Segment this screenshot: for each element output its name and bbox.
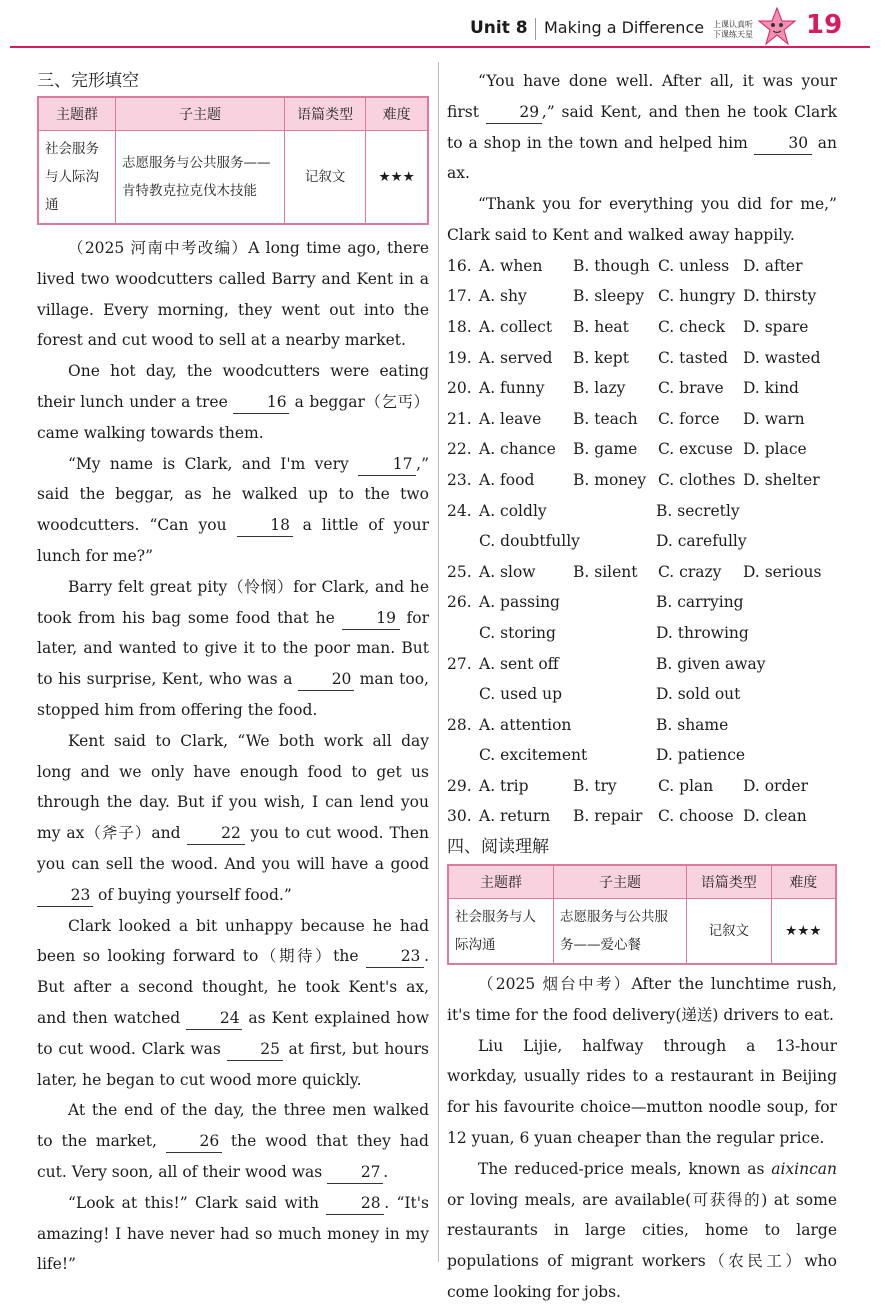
passage-paragraph: “You have done well. After all, it was your first 29 ,” said Kent, and then he took Clark to a shop in the town and helped him 30 an ax. (447, 72, 837, 183)
option-label[interactable]: A. leave (479, 409, 542, 428)
option-label[interactable]: C. clothes (658, 470, 736, 489)
option-label[interactable]: D. thirsty (743, 287, 817, 306)
passage-paragraph: Barry felt great pity（怜悯）for Clark, and he took from his bag some food that he 19 for later, and wanted to give it to the poor man. But to his surprise, Kent, who was a 20 man too, stopped him from offering the food. (37, 577, 429, 719)
option-label[interactable]: C. excitement (479, 746, 588, 765)
table-cell: 记叙文 (285, 131, 366, 225)
option-label[interactable]: B. kept (573, 348, 629, 367)
option-label[interactable]: C. tasted (658, 348, 728, 367)
option-label[interactable]: C. check (658, 317, 726, 336)
passage-paragraph: “Thank you for everything you did for me,” Clark said to Kent and walked away happily. (447, 195, 837, 244)
option-label[interactable]: D. after (743, 256, 803, 275)
column-divider (438, 62, 439, 1262)
option-label[interactable]: C. force (658, 409, 720, 428)
section-4-title: 四、阅读理解 (447, 837, 549, 858)
option-row (447, 618, 837, 649)
table-header: 语篇类型 (285, 97, 366, 131)
section-3-title: 三、完形填空 (37, 71, 139, 91)
blank-19[interactable]: 19 (342, 607, 400, 630)
blank-18[interactable]: 18 (237, 514, 293, 537)
option-label[interactable]: A. food (479, 470, 535, 489)
option-label[interactable]: A. trip (479, 776, 529, 795)
reading-paragraph: The reduced-price meals, known as aixincan or loving meals, are available(可获得的) at some restaurants in large cities, home to large populations of migrant workers（农民工）who come looking for jobs. (447, 1159, 837, 1302)
option-label[interactable]: D. serious (743, 562, 822, 581)
question-number: 17. (447, 287, 472, 306)
option-label[interactable]: B. money (573, 470, 647, 489)
option-label[interactable]: D. sold out (656, 685, 741, 704)
blank-21[interactable]: 22 (187, 822, 245, 845)
option-label[interactable]: C. storing (479, 623, 556, 642)
page-number: 19 (806, 10, 843, 40)
option-label[interactable]: B. given away (656, 654, 766, 673)
option-label[interactable]: B. silent (573, 562, 638, 581)
option-label[interactable]: C. hungry (658, 287, 736, 306)
options-list (447, 251, 837, 832)
table-header: 子主题 (116, 97, 285, 131)
option-label[interactable]: A. coldly (479, 501, 547, 520)
source-note: （2025 河南中考改编） (68, 239, 249, 257)
passage-paragraph: “My name is Clark, and I'm very 17 ,” said the beggar, as he walked up to the two woodcutters. “Can you 18 a little of your lunch for me?” (37, 454, 429, 565)
blank-20[interactable]: 20 (298, 668, 354, 691)
option-label[interactable]: B. heat (573, 317, 629, 336)
option-row (447, 771, 837, 802)
star-mascot-icon (757, 6, 797, 48)
table-header: 语篇类型 (687, 865, 772, 899)
unit-title: Making a Difference (544, 18, 705, 37)
blank-29[interactable]: 29 (486, 101, 542, 124)
option-label[interactable]: C. used up (479, 685, 563, 704)
option-row (447, 404, 837, 435)
question-number: 23. (447, 470, 472, 489)
option-row (447, 434, 837, 465)
section-3-meta-table (37, 96, 429, 225)
header-rule (10, 46, 870, 48)
reading-paragraph: （2025 烟台中考）After the lunchtime rush, it's time for the food delivery(递送) drivers to eat. (447, 975, 837, 1024)
header-separator (535, 18, 536, 40)
table-header: 主题群 (38, 97, 116, 131)
option-label[interactable]: D. patience (656, 746, 746, 765)
question-number: 21. (447, 409, 472, 428)
option-label[interactable]: D. wasted (743, 348, 821, 367)
option-label[interactable]: A. passing (479, 593, 560, 612)
option-label[interactable]: C. brave (658, 379, 724, 398)
option-label[interactable]: C. excuse (658, 440, 733, 459)
option-label[interactable]: B. repair (573, 807, 643, 826)
option-row (447, 526, 837, 557)
option-label[interactable]: D. warn (743, 409, 805, 428)
option-label[interactable]: C. doubtfully (479, 532, 580, 551)
blank-26[interactable]: 26 (166, 1130, 222, 1153)
table-cell: ★★★ (771, 899, 836, 965)
table-header: 难度 (771, 865, 836, 899)
option-label[interactable]: B. teach (573, 409, 638, 428)
option-row (447, 557, 837, 588)
option-label[interactable]: B. game (573, 440, 638, 459)
table-header: 子主题 (554, 865, 687, 899)
option-label[interactable]: B. carrying (656, 593, 744, 612)
option-row (447, 801, 837, 832)
question-number: 26. (447, 593, 472, 612)
option-label[interactable]: C. unless (658, 256, 730, 275)
option-label[interactable]: A. slow (479, 562, 536, 581)
option-label[interactable]: D. throwing (656, 623, 749, 642)
blank-24[interactable]: 24 (186, 1007, 242, 1030)
left-column (37, 66, 429, 1280)
option-label[interactable]: A. served (479, 348, 553, 367)
option-label[interactable]: B. secretly (656, 501, 740, 520)
option-label[interactable]: C. crazy (658, 562, 722, 581)
blank-27[interactable]: 27 (327, 1161, 383, 1184)
question-number: 20. (447, 379, 472, 398)
section-4-meta-table (447, 864, 837, 965)
option-row (447, 649, 837, 680)
option-label[interactable]: A. attention (479, 715, 572, 734)
option-row (447, 373, 837, 404)
option-label[interactable]: C. plan (658, 776, 714, 795)
question-number: 29. (447, 776, 472, 795)
option-row (447, 710, 837, 741)
option-label[interactable]: A. when (479, 256, 543, 275)
blank-16[interactable]: 16 (233, 391, 289, 414)
unit-label: Unit 8 (470, 18, 528, 38)
option-row (447, 281, 837, 312)
option-label[interactable]: D. kind (743, 379, 799, 398)
option-label[interactable]: B. though (573, 256, 650, 275)
motto (713, 20, 753, 40)
question-number: 18. (447, 317, 472, 336)
question-number: 28. (447, 715, 472, 734)
option-row (447, 312, 837, 343)
option-label[interactable]: A. collect (479, 317, 553, 336)
page-header (0, 0, 881, 50)
option-label[interactable]: D. shelter (743, 470, 820, 489)
motto-line-1: 上课认真听 (713, 20, 753, 29)
option-label[interactable]: B. try (573, 776, 617, 795)
reading-paragraph: Liu Lijie, halfway through a 13-hour workday, usually rides to a restaurant in Beijing for his favourite choice—mutton noodle soup, for 12 yuan, 6 yuan cheaper than the regular price. (447, 1036, 837, 1148)
blank-25[interactable]: 25 (227, 1038, 283, 1061)
option-label[interactable]: D. carefully (656, 532, 747, 551)
option-label[interactable]: C. choose (658, 807, 734, 826)
option-label[interactable]: B. lazy (573, 379, 626, 398)
blank-22[interactable]: 23 (37, 884, 93, 907)
question-number: 16. (447, 256, 472, 275)
passage-paragraph: “Look at this!” Clark said with 28 . “It's amazing! I have never had so much money in my life!” (37, 1193, 429, 1274)
table-cell: 志愿服务与公共服务——肯特教克拉克伐木技能 (116, 131, 285, 225)
option-row (447, 496, 837, 527)
question-number: 27. (447, 654, 472, 673)
option-label[interactable]: B. sleepy (573, 287, 645, 306)
blank-30[interactable]: 30 (754, 132, 812, 155)
motto-line-2: 下课练天星 (713, 30, 753, 39)
option-label[interactable]: A. chance (479, 440, 556, 459)
passage-paragraph: Kent said to Clark, “We both work all day long and we only have enough food to get us through the day. But if you wish, I can lend you my ax（斧子）and 22 you to cut wood. Then you can sell the wood. And you will have a good 23 of buying yourself food.” (37, 726, 429, 911)
table-cell: ★★★ (366, 131, 428, 225)
option-label[interactable]: A. funny (479, 379, 545, 398)
passage-paragraph: Clark looked a bit unhappy because he had been so looking forward to（期待）the 23 . But after a second thought, he took Kent's ax, and then watched 24 as Kent explained how to cut wood. Clark was 25 at first, but hours later, he began to cut wood more quickly. (37, 916, 429, 1089)
passage-paragraph: One hot day, the woodcutters were eating their lunch under a tree 16 a beggar（乞丐）came walking towards them. (37, 362, 429, 442)
table-cell: 社会服务与人际沟通 (38, 131, 116, 225)
option-row (447, 587, 837, 618)
option-row (447, 465, 837, 496)
passage-paragraph: （2025 河南中考改编）A long time ago, there lived two woodcutters called Barry and Kent in a village. Every morning, they went out into the forest and cut wood to sell at a nearby market. (37, 239, 429, 350)
blank-23[interactable]: 23 (366, 945, 424, 968)
option-label[interactable]: A. shy (479, 287, 527, 306)
option-label[interactable]: A. return (479, 807, 551, 826)
passage-paragraph: At the end of the day, the three men walked to the market, 26 the wood that they had cut. Very soon, all of their wood was 27 . (37, 1095, 429, 1187)
option-label[interactable]: D. clean (743, 807, 807, 826)
table-header: 主题群 (448, 865, 554, 899)
option-label[interactable]: D. order (743, 776, 808, 795)
table-cell: 记叙文 (687, 899, 772, 965)
option-row (447, 251, 837, 282)
question-number: 22. (447, 440, 472, 459)
option-row (447, 343, 837, 374)
option-row (447, 740, 837, 771)
question-number: 19. (447, 348, 472, 367)
blank-28[interactable]: 28 (326, 1192, 384, 1215)
question-number: 30. (447, 807, 472, 826)
italic-term: aixincan (771, 1159, 837, 1178)
right-column (447, 66, 837, 1308)
table-cell: 社会服务与人际沟通 (448, 899, 554, 965)
option-label[interactable]: A. sent off (479, 654, 559, 673)
option-label[interactable]: D. spare (743, 317, 809, 336)
question-number: 25. (447, 562, 472, 581)
table-header: 难度 (366, 97, 428, 131)
option-label[interactable]: D. place (743, 440, 807, 459)
table-cell: 志愿服务与公共服务——爱心餐 (554, 899, 687, 965)
option-row (447, 679, 837, 710)
blank-17[interactable]: 17 (358, 453, 416, 476)
option-label[interactable]: B. shame (656, 715, 729, 734)
question-number: 24. (447, 501, 472, 520)
